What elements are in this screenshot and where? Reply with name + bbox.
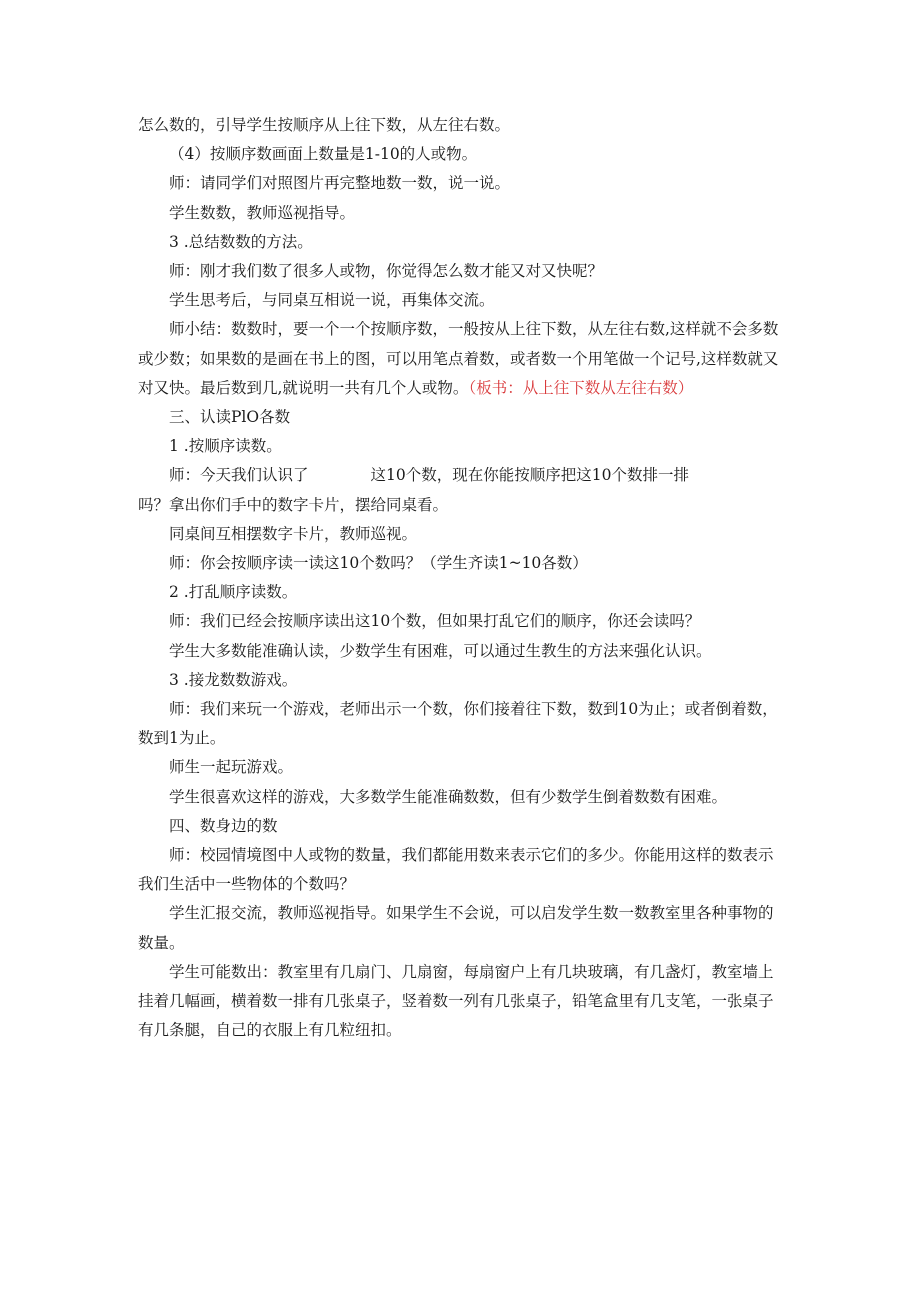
section-title: 四、数身边的数 (169, 816, 278, 835)
text-line: 3 .总结数数的方法。 (169, 232, 313, 251)
section-title: 三、认读PlO各数 (169, 408, 291, 427)
text-line: 师生一起玩游戏。 (169, 758, 294, 777)
paragraph: 学生可能数出：教室里有几扇门、几扇窗，每扇窗户上有几块玻璃，有几盏灯，教室墙上挂着几幅画，横着数一排有几张桌子，竖着数一列有几张桌子，铅笔盒里有几支笔，一张桌子有几条腿，自己的衣服上有几粒纽扣。 (138, 962, 774, 1040)
text-line: 怎么数的，引导学生按顺序从上往下数，从左往右数。 (138, 116, 511, 134)
text-line: 2 .打乱顺序读数。 (169, 583, 298, 602)
text-line: 师：刚才我们数了很多人或物，你觉得怎么数才能又对又快呢？ (169, 262, 604, 281)
teacher-line-start: 师：今天我们认识了 (169, 466, 309, 485)
text-line: 学生数数，教师巡视指导。 (169, 203, 356, 222)
text-line: 学生思考后，与同桌互相说一说，再集体交流。 (169, 291, 495, 310)
board-note: （板书：从上往下数从左往右数） (468, 378, 694, 397)
paragraph: 学生汇报交流，教师巡视指导。如果学生不会说，可以启发学生数一数教室里各种事物的数量。 (138, 904, 774, 952)
document-body (138, 111, 780, 1046)
text-line: 学生大多数能准确认读，少数学生有困难，可以通过生教生的方法来强化认识。 (169, 641, 712, 660)
teacher-line-end: 这10个数，现在你能按顺序把这10个数排一排 (370, 466, 689, 485)
summary-text: 师小结：数数时，要一个一个按顺序数，一般按从上往下数，从左往右数,这样就不会多数或少数；如果数的是画在书上的图，可以用笔点着数，或者数一个用笔做一个记号,这样数就又对又快。最后数到几,就说明一共有几个人或物。 (138, 320, 779, 397)
text-line: 师：我们已经会按顺序读出这10个数，但如果打乱它们的顺序，你还会读吗？ (169, 612, 701, 631)
text-line: 学生很喜欢这样的游戏，大多数学生能准确数数，但有少数学生倒着数数有困难。 (169, 787, 728, 806)
paragraph: 师：校园情境图中人或物的数量，我们都能用数来表示它们的多少。你能用这样的数表示我们生活中一些物体的个数吗？ (138, 846, 774, 894)
text-line: 1 .按顺序读数。 (169, 437, 282, 456)
game-paragraph: 师：我们来玩一个游戏，老师出示一个数，你们接着往下数，数到10为止；或者倒着数，数到1为止。 (138, 700, 778, 748)
text-line: （4）按顺序数画面上数量是1-10的人或物。 (169, 145, 478, 164)
text-line: 吗？拿出你们手中的数字卡片，摆给同桌看。 (138, 495, 449, 514)
summary-paragraph (138, 315, 780, 403)
text-line: 师：你会按顺序读一读这10个数吗？（学生齐读1~10各数） (169, 554, 588, 573)
teacher-line (138, 461, 780, 490)
text-line: 师：请同学们对照图片再完整地数一数，说一说。 (169, 174, 511, 193)
text-line: 3 .接龙数数游戏。 (169, 670, 298, 689)
text-line: 同桌间互相摆数字卡片，教师巡视。 (169, 524, 418, 543)
